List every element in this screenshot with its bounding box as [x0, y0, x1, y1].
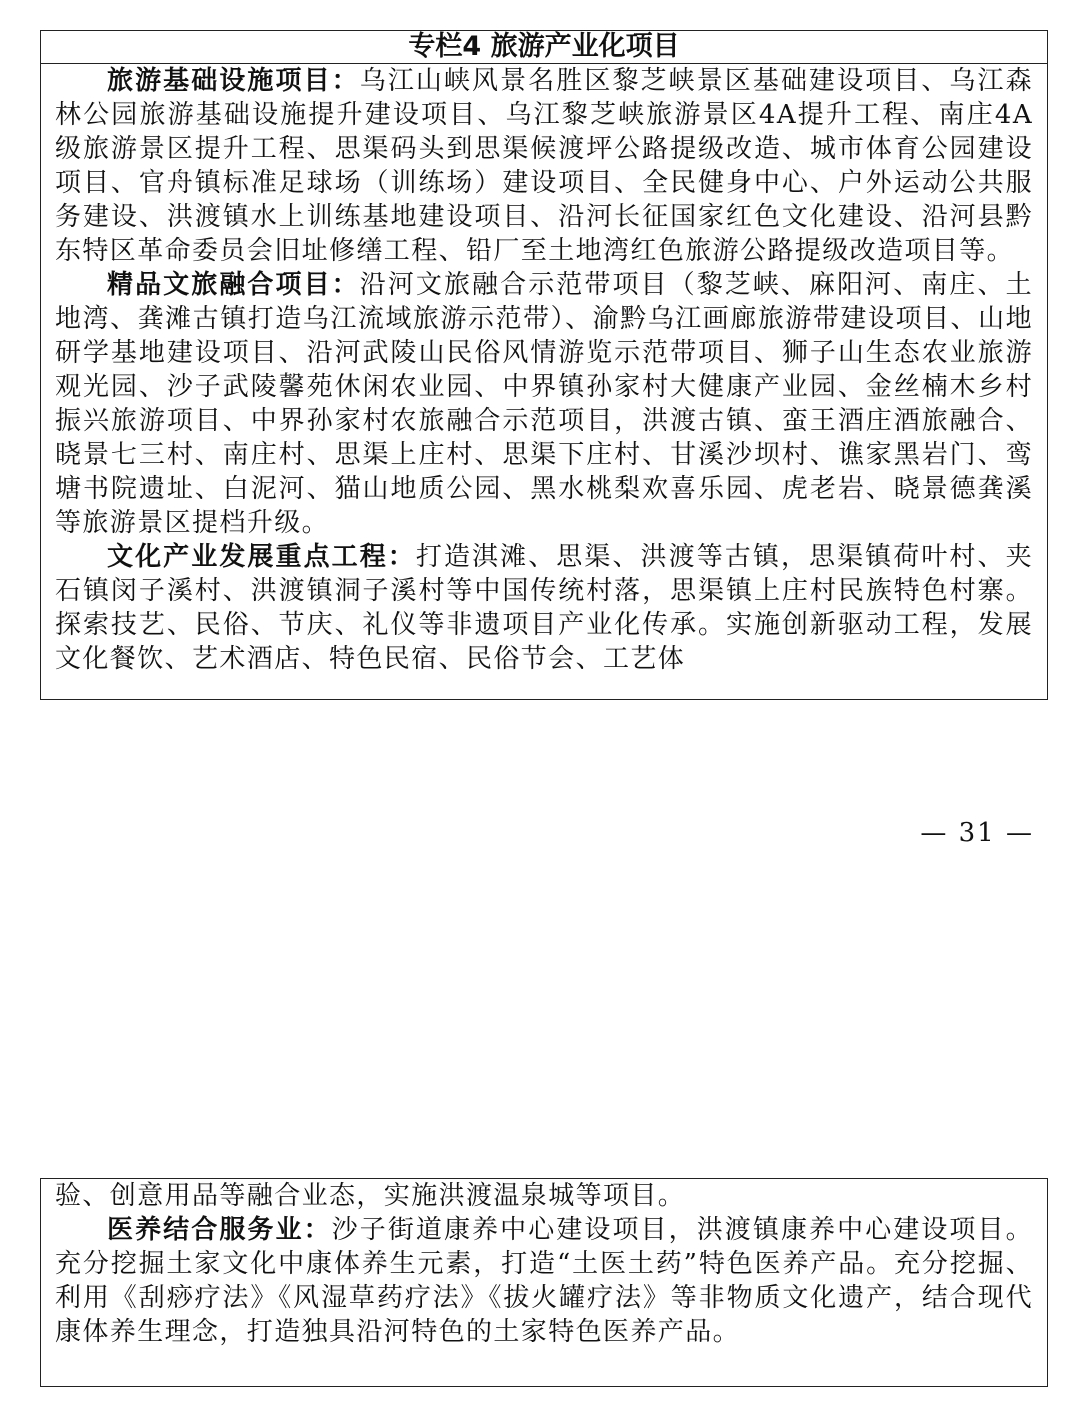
page-number: — 31 — [920, 818, 1034, 848]
paragraph-lead: 精品文旅融合项目： [107, 270, 360, 300]
column-title: 专栏4 旅游产业化项目 [41, 31, 1047, 64]
paragraph-text: 打造淇滩、思渠、洪渡等古镇，思渠镇荷叶村、夹石镇闵子溪村、洪渡镇洞子溪村等中国传统村落，思渠镇上庄村民族特色村寨。探索技艺、民俗、节庆、礼仪等非遗项目产业化传承。实施创新驱动工程，发展文化餐饮、艺术酒店、特色民宿、民俗节会、工艺体 [55, 542, 1033, 674]
paragraph-text: 沿河文旅融合示范带项目（黎芝峡、麻阳河、南庄、土地湾、龚滩古镇打造乌江流域旅游示范带）、渝黔乌江画廊旅游带建设项目、山地研学基地建设项目、沿河武陵山民俗风情游览示范带项目、狮子山生态农业旅游观光园、沙子武陵馨苑休闲农业园、中界镇孙家村大健康产业园、金丝楠木乡村振兴旅游项目、中界孙家村农旅融合示范项目，洪渡古镇、蛮王酒庄酒旅融合、晓景七三村、南庄村、思渠上庄村、思渠下庄村、甘溪沙坝村、谯家黑岩门、鸾塘书院遗址、白泥河、猫山地质公园、黑水桃梨欢喜乐园、虎老岩、晓景德龚溪等旅游景区提档升级。 [55, 270, 1033, 538]
paragraph-medical-wellness [55, 1213, 1033, 1349]
paragraph-tourism-infrastructure [55, 64, 1033, 268]
paragraph-lead: 文化产业发展重点工程： [107, 542, 416, 572]
column-box-bottom [40, 1178, 1048, 1387]
paragraph-cultural-industry [55, 540, 1033, 676]
column-box-top [40, 30, 1048, 700]
column-body-top [41, 64, 1047, 676]
paragraph-cultural-tourism [55, 268, 1033, 540]
paragraph-lead: 旅游基础设施项目： [107, 66, 360, 96]
paragraph-continuation: 验、创意用品等融合业态，实施洪渡温泉城等项目。 [55, 1181, 686, 1211]
column-body-bottom [41, 1179, 1047, 1349]
paragraph-text: 乌江山峡风景名胜区黎芝峡景区基础建设项目、乌江森林公园旅游基础设施提升建设项目、乌江黎芝峡旅游景区4A提升工程、南庄4A级旅游景区提升工程、思渠码头到思渠候渡坪公路提级改造、城市体育公园建设项目、官舟镇标准足球场（训练场）建设项目、全民健身中心、户外运动公共服务建设、洪渡镇水上训练基地建设项目、沿河长征国家红色文化建设、沿河县黔东特区革命委员会旧址修缮工程、铅厂至土地湾红色旅游公路提级改造项目等。 [55, 66, 1033, 266]
paragraph-lead: 医养结合服务业： [107, 1215, 332, 1245]
paragraph-text: 沙子街道康养中心建设项目，洪渡镇康养中心建设项目。充分挖掘土家文化中康体养生元素，打造“土医土药”特色医养产品。充分挖掘、利用《刮痧疗法》《风湿草药疗法》《拔火罐疗法》等非物质文化遗产，结合现代康体养生理念，打造独具沿河特色的土家特色医养产品。 [55, 1215, 1033, 1347]
